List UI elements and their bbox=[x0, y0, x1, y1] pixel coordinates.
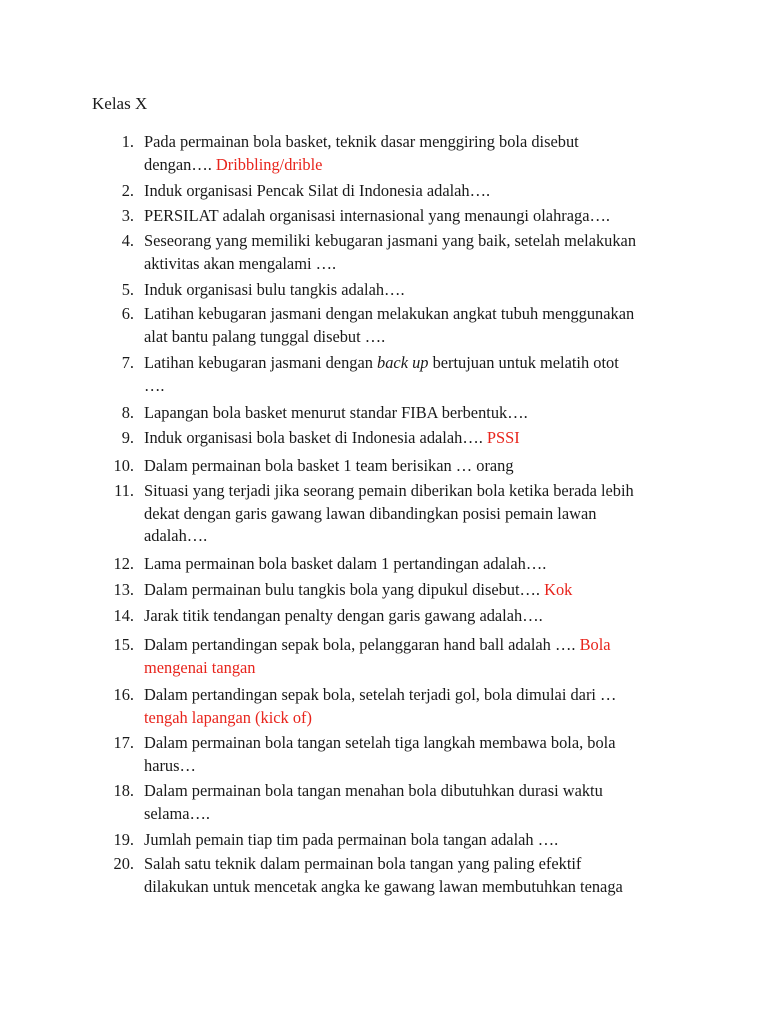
question-number: 16. bbox=[113, 685, 134, 704]
question-line bbox=[144, 230, 674, 253]
question-segment: Jumlah pemain tiap tim pada permainan bola tangan adalah …. bbox=[144, 830, 559, 849]
question-number: 2. bbox=[121, 181, 134, 200]
question-line bbox=[144, 657, 674, 680]
question-line bbox=[144, 205, 674, 228]
question-line bbox=[144, 503, 674, 526]
question-line bbox=[144, 755, 674, 778]
question-number: 13. bbox=[113, 580, 134, 599]
question-number: 7. bbox=[121, 353, 134, 372]
question-line bbox=[144, 427, 674, 450]
question-number: 20. bbox=[113, 854, 134, 873]
question-segment: …. bbox=[144, 375, 165, 395]
question-text bbox=[144, 780, 674, 825]
question-number: 15. bbox=[113, 635, 134, 654]
question-text bbox=[144, 455, 674, 478]
question-line bbox=[144, 634, 674, 657]
question-segment: Induk organisasi bulu tangkis adalah…. bbox=[144, 280, 405, 299]
question-line bbox=[144, 780, 674, 803]
question-number: 10. bbox=[113, 456, 134, 475]
question-line bbox=[144, 352, 674, 375]
question-number: 5. bbox=[121, 280, 134, 299]
question-line bbox=[144, 525, 674, 548]
question-number: 8. bbox=[121, 403, 134, 422]
question-text bbox=[144, 553, 674, 576]
question-segment: Dalam pertandingan sepak bola, setelah terjadi gol, bola dimulai dari … bbox=[144, 685, 617, 704]
page-heading: Kelas X bbox=[92, 94, 148, 113]
question-number: 17. bbox=[113, 733, 134, 752]
question-segment: Situasi yang terjadi jika seorang pemain diberikan bola ketika berada lebih bbox=[144, 481, 634, 500]
question-segment: dengan…. bbox=[144, 154, 216, 174]
question-text bbox=[144, 402, 674, 425]
question-text bbox=[144, 605, 674, 628]
question-text bbox=[144, 180, 674, 203]
question-number: 4. bbox=[121, 231, 134, 250]
question-segment: aktivitas akan mengalami …. bbox=[144, 253, 337, 273]
question-number: 3. bbox=[121, 206, 134, 225]
answer-text: tengah lapangan (kick of) bbox=[144, 707, 312, 727]
question-number: 19. bbox=[113, 830, 134, 849]
question-line bbox=[144, 707, 674, 730]
question-text bbox=[144, 853, 674, 898]
question-line bbox=[144, 876, 674, 899]
answer-text: PSSI bbox=[486, 428, 520, 447]
question-line bbox=[144, 732, 674, 755]
question-text bbox=[144, 732, 674, 777]
question-text bbox=[144, 205, 674, 228]
question-segment: Latihan kebugaran jasmani dengan melakukan angkat tubuh menggunakan bbox=[144, 304, 635, 323]
question-line bbox=[144, 803, 674, 826]
question-line bbox=[144, 402, 674, 425]
question-number: 9. bbox=[121, 428, 134, 447]
question-line bbox=[144, 131, 674, 154]
question-text bbox=[144, 579, 674, 602]
question-line bbox=[144, 253, 674, 276]
question-line bbox=[144, 480, 674, 503]
question-segment: Induk organisasi Pencak Silat di Indonesia adalah…. bbox=[144, 181, 491, 200]
question-text bbox=[144, 279, 674, 302]
question-text bbox=[144, 427, 674, 450]
question-number: 1. bbox=[121, 132, 134, 151]
question-text bbox=[144, 684, 674, 729]
question-text bbox=[144, 303, 674, 348]
question-line bbox=[144, 303, 674, 326]
answer-text: Bola bbox=[579, 635, 611, 654]
question-segment: alat bantu palang tunggal disebut …. bbox=[144, 326, 386, 346]
question-segment: Dalam permainan bola tangan setelah tiga langkah membawa bola, bola bbox=[144, 733, 616, 752]
question-segment: Lama permainan bola basket dalam 1 pertandingan adalah…. bbox=[144, 554, 547, 573]
question-segment: selama…. bbox=[144, 803, 210, 823]
question-line bbox=[144, 553, 674, 576]
question-line bbox=[144, 154, 674, 177]
question-number: 18. bbox=[113, 781, 134, 800]
question-text bbox=[144, 634, 674, 679]
question-segment: harus… bbox=[144, 755, 196, 775]
question-segment: Seseorang yang memiliki kebugaran jasmani yang baik, setelah melakukan bbox=[144, 231, 637, 250]
question-line bbox=[144, 279, 674, 302]
answer-text: Dribbling/drible bbox=[215, 154, 323, 174]
question-number: 14. bbox=[113, 606, 134, 625]
answer-text: mengenai tangan bbox=[144, 657, 256, 677]
question-text bbox=[144, 131, 674, 176]
question-segment: Salah satu teknik dalam permainan bola tangan yang paling efektif bbox=[144, 854, 582, 873]
question-line bbox=[144, 684, 674, 707]
question-line bbox=[144, 853, 674, 876]
question-text bbox=[144, 352, 674, 397]
question-segment: Lapangan bola basket menurut standar FIBA berbentuk…. bbox=[144, 403, 528, 422]
question-segment: Dalam permainan bola basket 1 team berisikan … orang bbox=[144, 456, 514, 475]
question-segment: bertujuan untuk melatih otot bbox=[428, 353, 619, 372]
question-segment: Pada permainan bola basket, teknik dasar menggiring bola disebut bbox=[144, 132, 579, 151]
question-segment: dekat dengan garis gawang lawan dibandingkan posisi pemain lawan bbox=[144, 503, 597, 523]
question-line bbox=[144, 455, 674, 478]
question-segment: Dalam pertandingan sepak bola, pelanggaran hand ball adalah …. bbox=[144, 635, 580, 654]
question-segment: Dalam permainan bulu tangkis bola yang dipukul disebut…. bbox=[144, 580, 545, 599]
question-number: 6. bbox=[121, 304, 134, 323]
question-line bbox=[144, 180, 674, 203]
question-line bbox=[144, 605, 674, 628]
question-segment: dilakukan untuk mencetak angka ke gawang lawan membutuhkan tenaga bbox=[144, 876, 623, 896]
question-segment: PERSILAT adalah organisasi internasional yang menaungi olahraga…. bbox=[144, 206, 610, 225]
question-segment: Induk organisasi bola basket di Indonesia adalah…. bbox=[144, 428, 487, 447]
italic-term: back up bbox=[377, 353, 429, 372]
question-number: 11. bbox=[114, 481, 134, 500]
question-text bbox=[144, 829, 674, 852]
question-segment: Jarak titik tendangan penalty dengan garis gawang adalah…. bbox=[144, 606, 543, 625]
question-segment: Dalam permainan bola tangan menahan bola dibutuhkan durasi waktu bbox=[144, 781, 603, 800]
question-line bbox=[144, 829, 674, 852]
question-text bbox=[144, 230, 674, 275]
question-line bbox=[144, 326, 674, 349]
question-line bbox=[144, 375, 674, 398]
question-segment: adalah…. bbox=[144, 526, 208, 545]
question-line bbox=[144, 579, 674, 602]
answer-text: Kok bbox=[544, 580, 573, 599]
question-number: 12. bbox=[113, 554, 134, 573]
question-text bbox=[144, 480, 674, 548]
question-segment: Latihan kebugaran jasmani dengan bbox=[144, 353, 378, 372]
